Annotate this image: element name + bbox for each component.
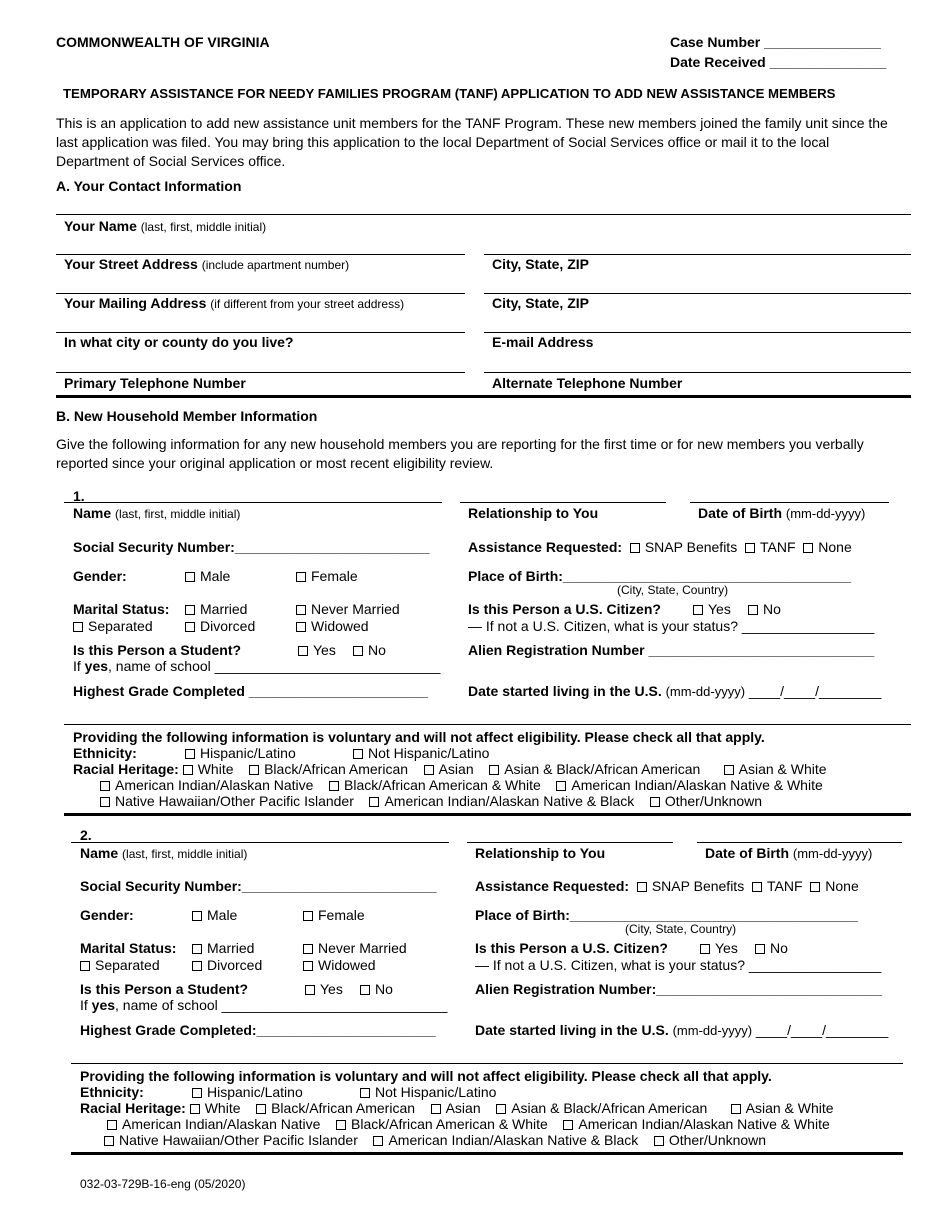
citizen-yes-checkbox[interactable]: Yes [700,940,738,956]
alternate-phone-field[interactable]: Alternate Telephone Number [492,375,683,391]
date-received-label: Date Received _______________ [670,54,887,70]
divider [56,254,465,255]
alien-registration-field[interactable]: Alien Registration Number _____________________________ [468,642,875,658]
section-a-heading: A. Your Contact Information [56,178,242,194]
divider [71,1063,903,1064]
section-b-heading: B. New Household Member Information [56,408,318,424]
snap-checkbox[interactable]: SNAP Benefits [630,539,737,555]
none-checkbox[interactable]: None [810,878,858,894]
married-checkbox[interactable]: Married [192,940,254,956]
not-hispanic-checkbox[interactable]: Not Hispanic/Latino [360,1084,496,1100]
date-started-us-field[interactable]: Date started living in the U.S. (mm-dd-yyyy) ____/____/________ [468,683,882,699]
citizen-yes-checkbox[interactable]: Yes [693,601,731,617]
case-number-label: Case Number _______________ [670,34,881,50]
voluntary-note: Providing the following information is voluntary and will not affect eligibility. Please check all that apply. [73,729,765,745]
student-label: Is this Person a Student? [73,642,242,658]
never-married-checkbox[interactable]: Never Married [296,601,400,617]
relationship-field[interactable]: Relationship to You [468,505,599,521]
asian-checkbox[interactable]: Asian [431,1100,481,1116]
racial-heritage-row-3 [100,793,762,809]
member-name-field[interactable]: Name (last, first, middle initial) [80,845,248,861]
section-b-intro: Give the following information for any new household members you are reporting for the first time or for new members you verbally reported since your original application or most recent eligibility review. [56,436,864,471]
assistance-requested-group: Assistance Requested: SNAP Benefits TANF None [475,878,859,894]
school-name-field[interactable]: If yes, name of school _____________________________ [80,997,448,1013]
student-yes-checkbox[interactable]: Yes [298,642,336,658]
divider [467,842,673,843]
tanf-checkbox[interactable]: TANF [745,539,796,555]
form-number: 032-03-729B-16-eng (05/2020) [80,1177,246,1191]
city-state-zip-field[interactable]: City, State, ZIP [492,256,589,272]
citizen-label: Is this Person a U.S. Citizen? [475,940,668,956]
black-checkbox[interactable]: Black/African American [249,761,408,777]
black-checkbox[interactable]: Black/African American [256,1100,415,1116]
male-checkbox[interactable]: Male [185,568,230,584]
separated-checkbox[interactable]: Separated [73,618,153,634]
student-yes-checkbox[interactable]: Yes [305,981,343,997]
separated-checkbox[interactable]: Separated [80,957,160,973]
widowed-checkbox[interactable]: Widowed [303,957,376,973]
student-label: Is this Person a Student? [80,981,249,997]
ssn-field[interactable]: Social Security Number:_________________________ [80,878,437,894]
alien-registration-field[interactable]: Alien Registration Number:_____________________________ [475,981,883,997]
am-indian-white-checkbox[interactable]: American Indian/Alaskan Native & White [556,777,822,793]
citizen-status-field[interactable]: — If not a U.S. Citizen, what is your status? _________________ [468,618,875,634]
email-field[interactable]: E-mail Address [492,334,594,350]
marital-status-label: Marital Status: [73,601,170,617]
gender-label: Gender: [80,907,134,923]
racial-heritage-row-3 [104,1132,766,1148]
citizen-label: Is this Person a U.S. Citizen? [468,601,661,617]
mailing-city-state-zip-field[interactable]: City, State, ZIP [492,295,589,311]
white-checkbox[interactable]: White [183,761,234,777]
dob-field[interactable]: Date of Birth (mm-dd-yyyy) [705,845,873,861]
hispanic-checkbox[interactable]: Hispanic/Latino [192,1084,303,1100]
member-divider [71,1152,903,1155]
member-divider [64,813,911,816]
asian-black-checkbox[interactable]: Asian & Black/African American [489,761,700,777]
divider [71,842,449,843]
divider [484,293,911,294]
citizen-no-checkbox[interactable]: No [748,601,781,617]
none-checkbox[interactable]: None [803,539,851,555]
student-no-checkbox[interactable]: No [360,981,393,997]
place-of-birth-note: (City, State, Country) [617,583,729,597]
dob-field[interactable]: Date of Birth (mm-dd-yyyy) [698,505,866,521]
student-no-checkbox[interactable]: No [353,642,386,658]
other-checkbox[interactable]: Other/Unknown [650,793,762,809]
white-checkbox[interactable]: White [190,1100,241,1116]
member-name-field[interactable]: Name (last, first, middle initial) [73,505,241,521]
divider [697,842,902,843]
racial-heritage-row-1: Racial Heritage: White Black/African American Asian Asian & Black/African American Asian & White [80,1100,834,1116]
am-indian-black-checkbox[interactable]: American Indian/Alaskan Native & Black [373,1132,638,1148]
section-divider [56,395,911,398]
street-address-field[interactable]: Your Street Address (include apartment number) [64,256,350,272]
asian-checkbox[interactable]: Asian [424,761,474,777]
divider [56,372,465,373]
asian-black-checkbox[interactable]: Asian & Black/African American [496,1100,707,1116]
school-name-field[interactable]: If yes, name of school _____________________________ [73,658,441,674]
agency-name: COMMONWEALTH OF VIRGINIA [56,34,270,50]
female-checkbox[interactable]: Female [296,568,358,584]
highest-grade-field[interactable]: Highest Grade Completed _______________________ [73,683,428,699]
place-of-birth-field[interactable]: Place of Birth:_____________________________________ [475,907,858,923]
primary-phone-field[interactable]: Primary Telephone Number [64,375,246,391]
tanf-checkbox[interactable]: TANF [752,878,803,894]
divider [56,332,465,333]
highest-grade-field[interactable]: Highest Grade Completed:_______________________ [80,1022,436,1038]
intro-paragraph: This is an application to add new assistance unit members for the TANF Program. These new members joined the family unit since the last application was filed. You may bring this application to the local Department of Social Services office or mail it to the local Department of Social Services office. [56,115,888,169]
am-indian-checkbox[interactable]: American Indian/Alaskan Native [100,777,313,793]
asian-white-checkbox[interactable]: Asian & White [731,1100,834,1116]
other-checkbox[interactable]: Other/Unknown [654,1132,766,1148]
divorced-checkbox[interactable]: Divorced [192,957,262,973]
citizen-no-checkbox[interactable]: No [755,940,788,956]
member-number: 1. [73,488,85,504]
voluntary-note: Providing the following information is voluntary and will not affect eligibility. Please check all that apply. [80,1068,772,1084]
ethnicity-label: Ethnicity: [73,745,137,761]
ssn-field[interactable]: Social Security Number:_________________________ [73,539,430,555]
never-married-checkbox[interactable]: Never Married [303,940,407,956]
citizen-status-field[interactable]: — If not a U.S. Citizen, what is your status? _________________ [475,957,882,973]
widowed-checkbox[interactable]: Widowed [296,618,369,634]
racial-heritage-row-2 [107,1116,830,1132]
date-started-us-field[interactable]: Date started living in the U.S. (mm-dd-yyyy) ____/____/________ [475,1022,889,1038]
place-of-birth-note: (City, State, Country) [625,922,737,936]
divorced-checkbox[interactable]: Divorced [185,618,255,634]
hispanic-checkbox[interactable]: Hispanic/Latino [185,745,296,761]
asian-white-checkbox[interactable]: Asian & White [724,761,827,777]
not-hispanic-checkbox[interactable]: Not Hispanic/Latino [353,745,489,761]
assistance-requested-group: Assistance Requested: SNAP Benefits TANF None [468,539,852,555]
female-checkbox[interactable]: Female [303,907,365,923]
racial-heritage-row-1: Racial Heritage: White Black/African American Asian Asian & Black/African American Asian & White [73,761,827,777]
married-checkbox[interactable]: Married [185,601,247,617]
am-indian-black-checkbox[interactable]: American Indian/Alaskan Native & Black [369,793,634,809]
divider [484,254,911,255]
black-white-checkbox[interactable]: Black/African American & White [329,777,541,793]
divider [64,502,442,503]
mailing-address-field[interactable]: Your Mailing Address (if different from your street address) [64,295,405,311]
place-of-birth-field[interactable]: Place of Birth:_____________________________________ [468,568,851,584]
divider [484,332,911,333]
divider [64,724,911,725]
gender-label: Gender: [73,568,127,584]
male-checkbox[interactable]: Male [192,907,237,923]
black-white-checkbox[interactable]: Black/African American & White [336,1116,548,1132]
hawaiian-checkbox[interactable]: Native Hawaiian/Other Pacific Islander [104,1132,358,1148]
your-name-field[interactable]: Your Name (last, first, middle initial) [64,218,267,234]
member-number: 2. [80,827,92,843]
divider [690,502,889,503]
form-title: TEMPORARY ASSISTANCE FOR NEEDY FAMILIES PROGRAM (TANF) APPLICATION TO ADD NEW ASSISTANCE MEMBERS [63,86,836,101]
divider [484,372,911,373]
am-indian-checkbox[interactable]: American Indian/Alaskan Native [107,1116,320,1132]
snap-checkbox[interactable]: SNAP Benefits [637,878,744,894]
marital-status-label: Marital Status: [80,940,177,956]
divider [56,214,911,215]
hawaiian-checkbox[interactable]: Native Hawaiian/Other Pacific Islander [100,793,354,809]
am-indian-white-checkbox[interactable]: American Indian/Alaskan Native & White [563,1116,829,1132]
ethnicity-label: Ethnicity: [80,1084,144,1100]
racial-heritage-row-2 [100,777,823,793]
relationship-field[interactable]: Relationship to You [475,845,606,861]
divider [56,293,465,294]
divider [460,502,666,503]
city-county-field[interactable]: In what city or county do you live? [64,334,294,350]
